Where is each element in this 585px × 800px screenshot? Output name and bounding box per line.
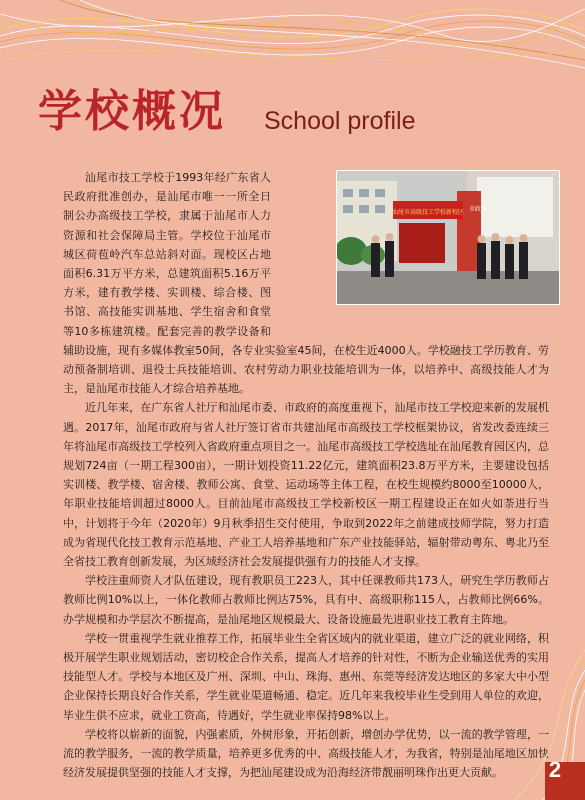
title-row (38, 84, 558, 140)
photo-wrap-spacer (271, 168, 549, 326)
banner-text: 汕尾市高级技工学校新校区 (391, 209, 465, 216)
page-number: 2 (548, 757, 562, 782)
page-title: 学校概况 (38, 86, 226, 137)
paragraph-development: 近几年来，在广东省人社厅和汕尾市委、市政府的高度重视下，汕尾市技工学校迎来新的发展机遇。2017年，汕尾市政府与省人社厅签订省市共建汕尾市高级技工学校框架协议，省发改委连续三年将汕尾市高级技工学校列入省政府重点项目之一。汕尾市高级技工学校选址在汕尾教育园区内，总规划724亩（一期工程300亩），一期计划投资11.22亿元，建筑面积23.8万平方米，主要建设包括实训楼、教学楼、宿舍楼、教师公寓、食堂、运动场等主体工程，在校生规模约8000至10000人，年职业技能培训超过8000人。目前汕尾市高级技工学校新校区一期工程建设正在如火如荼进行当中，计划将于今年（2020年）9月秋季招生交付使用，争取到2022年之前建成技师学院，努力打造成为省现代化技工教育示范基地、产业工人培养基地和广东产业技能驿站，辐射带动粤东、粤北乃至全省技工教育创新发展，为区域经济社会发展提供强有力的技能人才支撑。 (63, 401, 549, 569)
decorative-wave-lines (0, 0, 585, 80)
paragraph-faculty: 学校注重师资人才队伍建设，现有教职员工223人，其中任课教师共173人，研究生学历教师占教师比例10%以上，一体化教师占教师比例达75%，具有中、高级职称115人，占教师比例66%。办学规模和办学层次不断提高，是汕尾地区规模最大、设备设施最先进职业技工教育主阵地。 (63, 574, 549, 626)
side-sign-text: 市政府 (469, 206, 488, 213)
paragraph-outlook: 学校将以崭新的面貌，内强素质，外树形象，开拓创新，增创办学优势，以一流的教学管理，一流的教学服务，一流的教学质量，培养更多优秀的中、高级技能人才，为我省，特别是汕尾地区加快经济发展提供坚强的技能人才支撑，为把汕尾建设成为沿海经济带靓丽明珠作出更大贡献。 (63, 727, 549, 780)
paragraph-intro: 汕尾市技工学校于1993年经广东省人民政府批准创办，是汕尾市唯一一所全日制公办高级技工学校，隶属于汕尾市人力资源和社会保障局主管。学校位于汕尾市城区荷苞岭汽车总站斜对面。现校区占地面积6.31万平方米，总建筑面积5.16万平方米，建有教学楼、实训楼、综合楼、图书馆、高技能实训基地、学生宿舍和食堂等10多栋建筑楼。配套完善的教学设备和辅助设施，现有多媒体教室50间，各专业实验室45间，在校生近4000人。学校融技工学历教育、劳动预备制培训、退役士兵技能培训、农村劳动力职业技能培训为一体，以培养中、高级技能人才为主，是汕尾市技能人才综合培养基地。 (63, 171, 549, 396)
page-title-english: School profile (264, 107, 416, 135)
paragraph-employment: 学校一贯重视学生就业推荐工作，拓展毕业生全省区域内的就业渠道，建立广泛的就业网络，积极开展学生职业规划活动，密切校企合作关系，提高人才培养的针对性，不断为企业输送优秀的实用技能型人才。学校与本地区及广州、深圳、中山、珠海、惠州、东莞等经济发达地区的多家大中小型企业保持长期良好合作关系，学生就业渠道畅通、稳定。近几年来我校毕业生受到用人单位的欢迎，毕业生供不应求，就业工资高，待遇好，学生就业率保持98%以上。 (63, 631, 549, 722)
